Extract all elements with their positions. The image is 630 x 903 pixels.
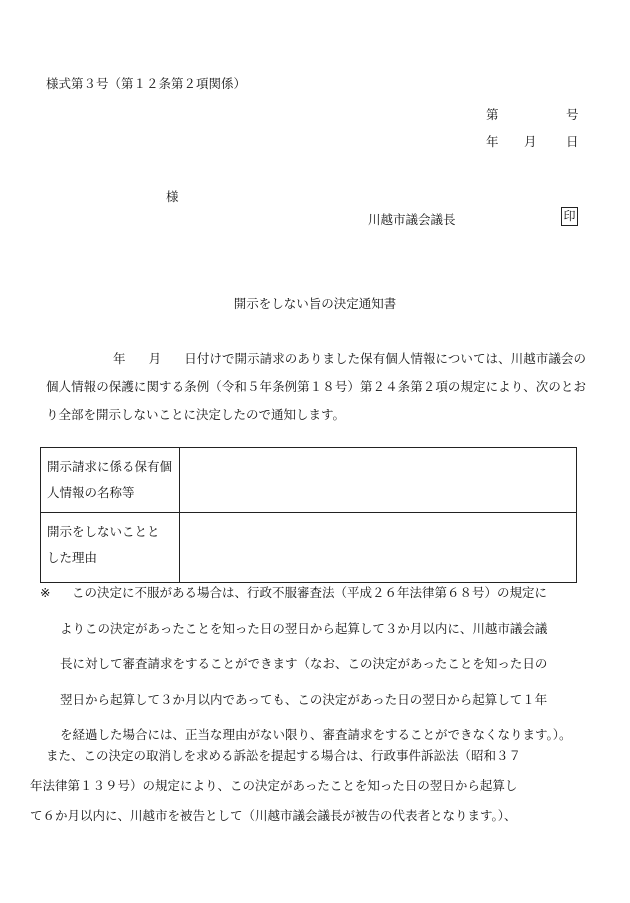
table-row <box>41 448 577 513</box>
table-value <box>180 513 577 583</box>
doc-number-suffix: 号 <box>566 107 579 122</box>
issue-date-month: 月 <box>524 134 537 149</box>
issue-date-year: 年 <box>486 134 499 149</box>
note-line: また、この決定の取消しを求める訴訟を提起する場合は、行政事件訴訟法（昭和３７ <box>46 748 522 763</box>
lawsuit-note <box>30 741 586 831</box>
note-line: 年法律第１３９号）の規定により、この決定があったことを知った日の翌日から起算し <box>30 778 518 793</box>
table-value <box>180 448 577 513</box>
body-date-month: 月 <box>148 351 162 366</box>
info-table <box>40 447 577 583</box>
body-text: 日付けで開示請求のありました保有個人情報については、川越市議会の個人情報の保護に関する条例（令和５年条例第１８号）第２４条第２項の規定により、次のとおり全部を開示しないことに決定したので通知します。 <box>46 351 586 422</box>
note-line: 翌日から起算して３か月以内であっても、この決定があった日の翌日から起算して１年 <box>60 691 548 707</box>
doc-number-label: 第 <box>486 107 499 122</box>
form-number: 様式第３号（第１２条第２項関係） <box>46 76 247 91</box>
note-lines <box>60 575 588 753</box>
sender-name: 川越市議会議長 <box>368 212 456 227</box>
issue-date-day: 日 <box>566 134 579 149</box>
table-row <box>41 513 577 583</box>
body-date-year: 年 <box>113 351 126 366</box>
note-line: この決定に不服がある場合は、行政不服審査法（平成２６年法律第６８号）の規定に <box>72 585 548 600</box>
note-line: よりこの決定があったことを知った日の翌日から起算して３か月以内に、川越市議会議 <box>60 620 548 636</box>
note-line: て６か月以内に、川越市を被告として（川越市議会議長が被告の代表者となります。）、 <box>30 808 517 823</box>
note-mark: ※ <box>40 585 51 600</box>
body-paragraph <box>46 345 586 429</box>
addressee: 様 <box>166 189 179 204</box>
table-label: 開示をしないことと した理由 <box>41 513 180 583</box>
document-title: 開示をしない旨の決定通知書 <box>233 296 397 311</box>
seal-mark: 印 <box>561 207 578 226</box>
note-line: 長に対して審査請求をすることができます（なお、この決定があったことを知った日の <box>60 656 548 671</box>
table-label: 開示請求に係る保有個人情報の名称等 <box>41 448 180 513</box>
note-line: を経過した場合には、正当な理由がない限り、審査請求をすることができなくなります。）。 <box>60 727 572 742</box>
